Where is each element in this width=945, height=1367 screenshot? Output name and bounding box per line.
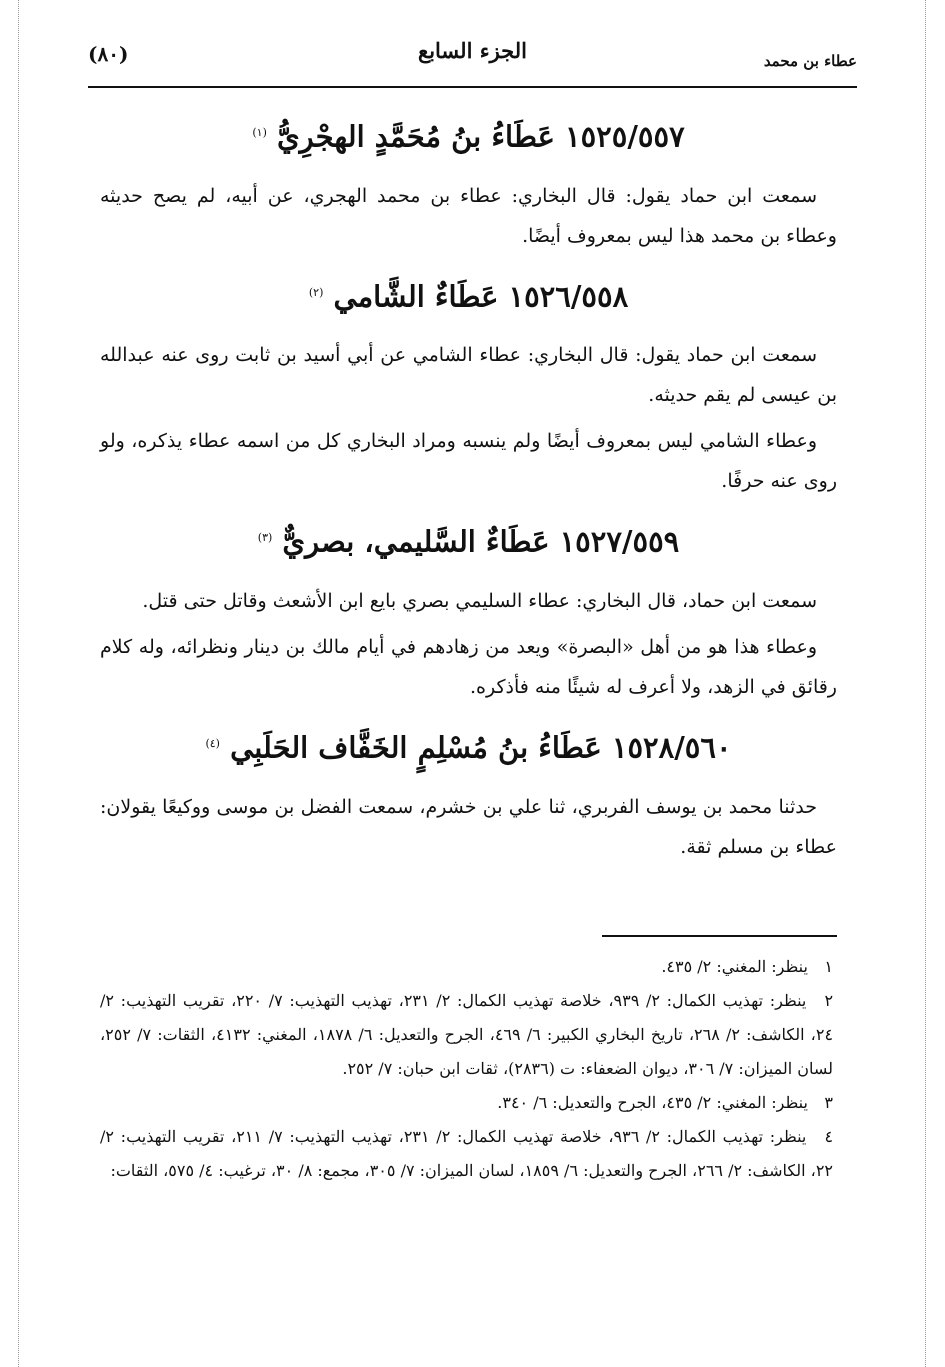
entry-title-text: ١٥٢٥/٥٥٧ عَطَاءُ بنُ مُحَمَّدٍ الهجْرِيُّ (276, 119, 685, 154)
entry-paragraph: حدثنا محمد بن يوسف الفربري، ثنا علي بن خشرم، سمعت الفضل بن موسى ووكيعًا يقولان: عطاء بن مسلم ثقة. (100, 795, 837, 858)
header-rule (88, 86, 857, 88)
footnote-ref: (٤) (205, 736, 220, 750)
page-number: (٨٠) (88, 42, 129, 66)
entry-title (100, 264, 837, 326)
main-content (100, 96, 837, 873)
entry (100, 104, 837, 256)
footnote-number: ١ (824, 957, 833, 976)
footnote-text: ينظر: المغني: ٢/ ٤٣٥. (661, 957, 808, 976)
footnote-rule (602, 935, 837, 937)
footnote-number: ٣ (824, 1093, 833, 1112)
entry-title-text: ١٥٢٧/٥٥٩ عَطَاءٌ السَّليمي، بصريٌّ (282, 524, 680, 559)
page-header (88, 38, 857, 78)
entry (100, 509, 837, 707)
footnote-ref: (٢) (308, 285, 324, 299)
part-title: الجزء السابع (418, 38, 527, 63)
entry-paragraph: سمعت ابن حماد، قال البخاري: عطاء السليمي بصري بايع ابن الأشعث وقاتل حتى قتل. (142, 589, 817, 612)
entry-paragraph: سمعت ابن حماد يقول: قال البخاري: عطاء الشامي عن أبي أسيد بن ثابت روى عنه عبدالله بن عيسى لم يقم حديثه. (100, 344, 837, 407)
entry-title-text: ١٥٢٨/٥٦٠ عَطَاءُ بنُ مُسْلِمٍ الخَفَّاف الحَلَبِي (230, 730, 732, 765)
footnote-text: ينظر: تهذيب الكمال: ٢/ ٩٣٩، خلاصة تهذيب الكمال: ٢/ ٢٣١، تهذيب التهذيب: ٧/ ٢٢٠، تقريب التهذيب: ٢/ ٢٤، الكاشف: ٢/ ٢٦٨، تاريخ البخاري الكبير: ٦/ ٤٦٩، الجرح والتعديل: ٦/ ١٨٧٨، المغني: ٤١٣٢، الثقات: ٧/ ٢٥٢، لسان الميزان: ٧/ ٣٠٦، ديوان الضعفاء: ت (٢٨٣٦)، ثقات ابن حبان: ٧/ ٢٥٢. (100, 991, 834, 1078)
footnote-number: ٤ (824, 1127, 834, 1146)
footnote (100, 1120, 833, 1188)
footnote (100, 950, 833, 984)
footnote (100, 1086, 833, 1120)
entry (100, 264, 837, 502)
entry-title (100, 509, 837, 571)
footnote-ref: (١) (252, 126, 267, 139)
footnote (100, 984, 833, 1086)
page-edge-right (925, 0, 926, 1367)
page-edge-left (18, 0, 19, 1367)
footnote-number: ٢ (824, 991, 834, 1010)
footnote-ref: (٣) (257, 531, 273, 545)
entry-paragraph: وعطاء الشامي ليس بمعروف أيضًا ولم ينسبه ومراد البخاري كل من اسمه عطاء يذكره، ولو روى عنه حرفًا. (100, 430, 837, 493)
entry-title (100, 715, 837, 777)
footnote-text: ينظر: المغني: ٢/ ٤٣٥، الجرح والتعديل: ٦/ ٣٤٠. (497, 1093, 808, 1112)
section-title: عطاء بن محمد (763, 52, 857, 70)
footnotes (100, 950, 833, 1188)
entry-title (100, 104, 837, 166)
entry (100, 715, 837, 867)
entry-title-text: ١٥٢٦/٥٥٨ عَطَاءٌ الشَّامي (333, 279, 629, 314)
entry-paragraph: وعطاء هذا هو من أهل «البصرة» ويعد من زهادهم في أيام مالك بن دينار ونظرائه، وله كلام رقائق في الزهد، ولا أعرف له شيئًا منه فأذكره. (100, 635, 837, 698)
entry-paragraph: سمعت ابن حماد يقول: قال البخاري: عطاء بن محمد الهجري، عن أبيه، لم يصح حديثه وعطاء بن محمد هذا ليس بمعروف أيضًا. (100, 184, 837, 247)
footnote-text: ينظر: تهذيب الكمال: ٢/ ٩٣٦، خلاصة تهذيب الكمال: ٢/ ٢٣١، تهذيب التهذيب: ٧/ ٢١١، تقريب التهذيب: ٢/ ٢٢، الكاشف: ٢/ ٢٦٦، الجرح والتعديل: ٦/ ١٨٥٩، لسان الميزان: ٧/ ٣٠٥، مجمع: ٨/ ٣٠، ترغيب: ٤/ ٥٧٥، الثقات: (100, 1127, 833, 1180)
